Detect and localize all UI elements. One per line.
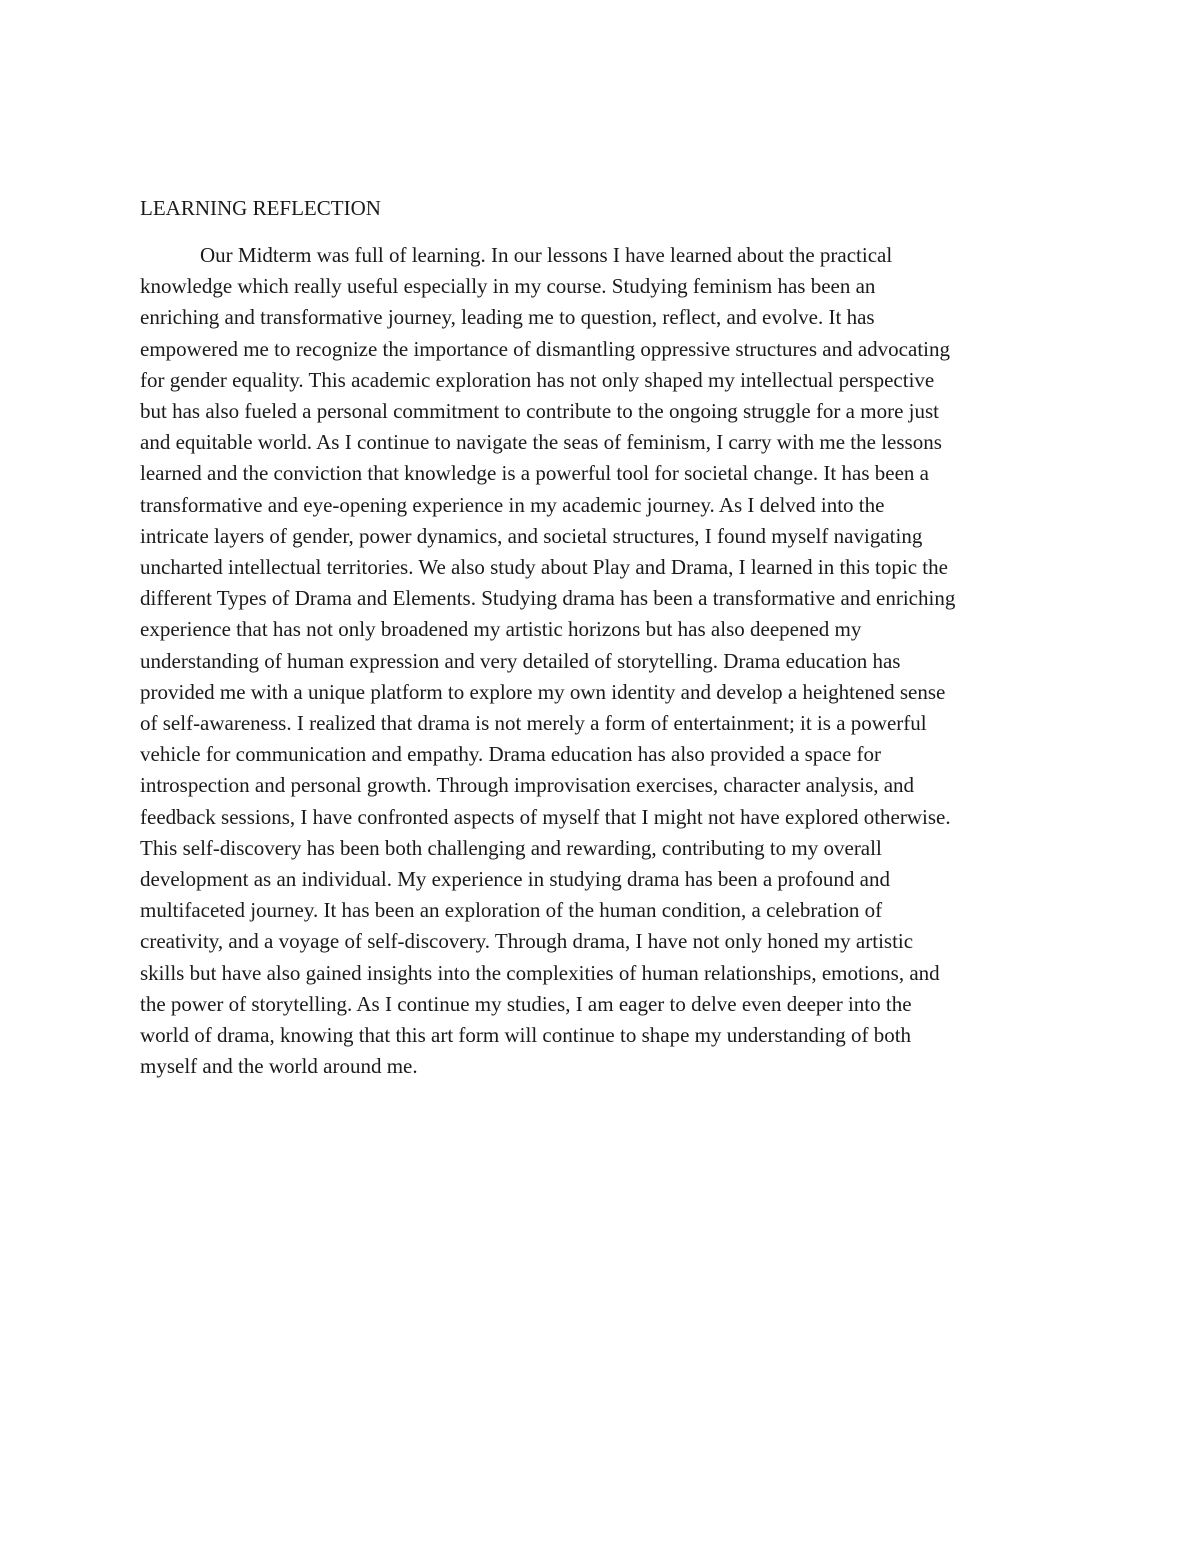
paragraph-line: knowledge which really useful especially in my course. Studying feminism has been an [140, 274, 876, 299]
paragraph-line: but has also fueled a personal commitment to contribute to the ongoing struggle for a more just [140, 399, 939, 424]
paragraph-line: experience that has not only broadened my artistic horizons but has also deepened my [140, 617, 862, 642]
paragraph-line: empowered me to recognize the importance of dismantling oppressive structures and advocating [140, 336, 950, 361]
paragraph-line: transformative and eye-opening experience in my academic journey. As I delved into the [140, 492, 885, 517]
paragraph-line: world of drama, knowing that this art form will continue to shape my understanding of both [140, 1023, 912, 1048]
paragraph-line: of self-awareness. I realized that drama is not merely a form of entertainment; it is a powerful [140, 711, 927, 736]
paragraph-line: intricate layers of gender, power dynamics, and societal structures, I found myself navigating [140, 523, 923, 548]
paragraph-line: different Types of Drama and Elements. Studying drama has been a transformative and enriching [140, 586, 956, 611]
paragraph-line: and equitable world. As I continue to navigate the seas of feminism, I carry with me the lessons [140, 430, 942, 455]
paragraph-line: enriching and transformative journey, leading me to question, reflect, and evolve. It has [140, 305, 875, 330]
paragraph-line: for gender equality. This academic exploration has not only shaped my intellectual perspective [140, 367, 935, 392]
paragraph-line: provided me with a unique platform to explore my own identity and develop a heightened sense [140, 679, 946, 704]
paragraph-line: development as an individual. My experience in studying drama has been a profound and [140, 867, 890, 892]
document-title: LEARNING REFLECTION [140, 196, 381, 220]
paragraph-line: vehicle for communication and empathy. Drama education has also provided a space for [140, 742, 881, 767]
paragraph-line: the power of storytelling. As I continue my studies, I am eager to delve even deeper into the [140, 991, 912, 1016]
paragraph-line: myself and the world around me. [140, 1054, 418, 1079]
reflection-paragraph [140, 240, 1100, 1082]
paragraph-line: Our Midterm was full of learning. In our lessons I have learned about the practical [200, 243, 893, 267]
paragraph-line: skills but have also gained insights into the complexities of human relationships, emotions, and [140, 960, 940, 985]
paragraph-line: multifaceted journey. It has been an exploration of the human condition, a celebration of [140, 898, 883, 923]
paragraph-line: introspection and personal growth. Through improvisation exercises, character analysis, and [140, 773, 915, 798]
paragraph-line: understanding of human expression and very detailed of storytelling. Drama education has [140, 648, 901, 673]
paragraph-line: uncharted intellectual territories. We also study about Play and Drama, I learned in this topic the [140, 555, 948, 580]
paragraph-line: This self-discovery has been both challenging and rewarding, contributing to my overall [140, 835, 882, 860]
paragraph-line: learned and the conviction that knowledge is a powerful tool for societal change. It has been a [140, 461, 929, 486]
paragraph-line: feedback sessions, I have confronted aspects of myself that I might not have explored otherwise. [140, 804, 951, 829]
paragraph-line: creativity, and a voyage of self-discovery. Through drama, I have not only honed my artistic [140, 929, 914, 954]
